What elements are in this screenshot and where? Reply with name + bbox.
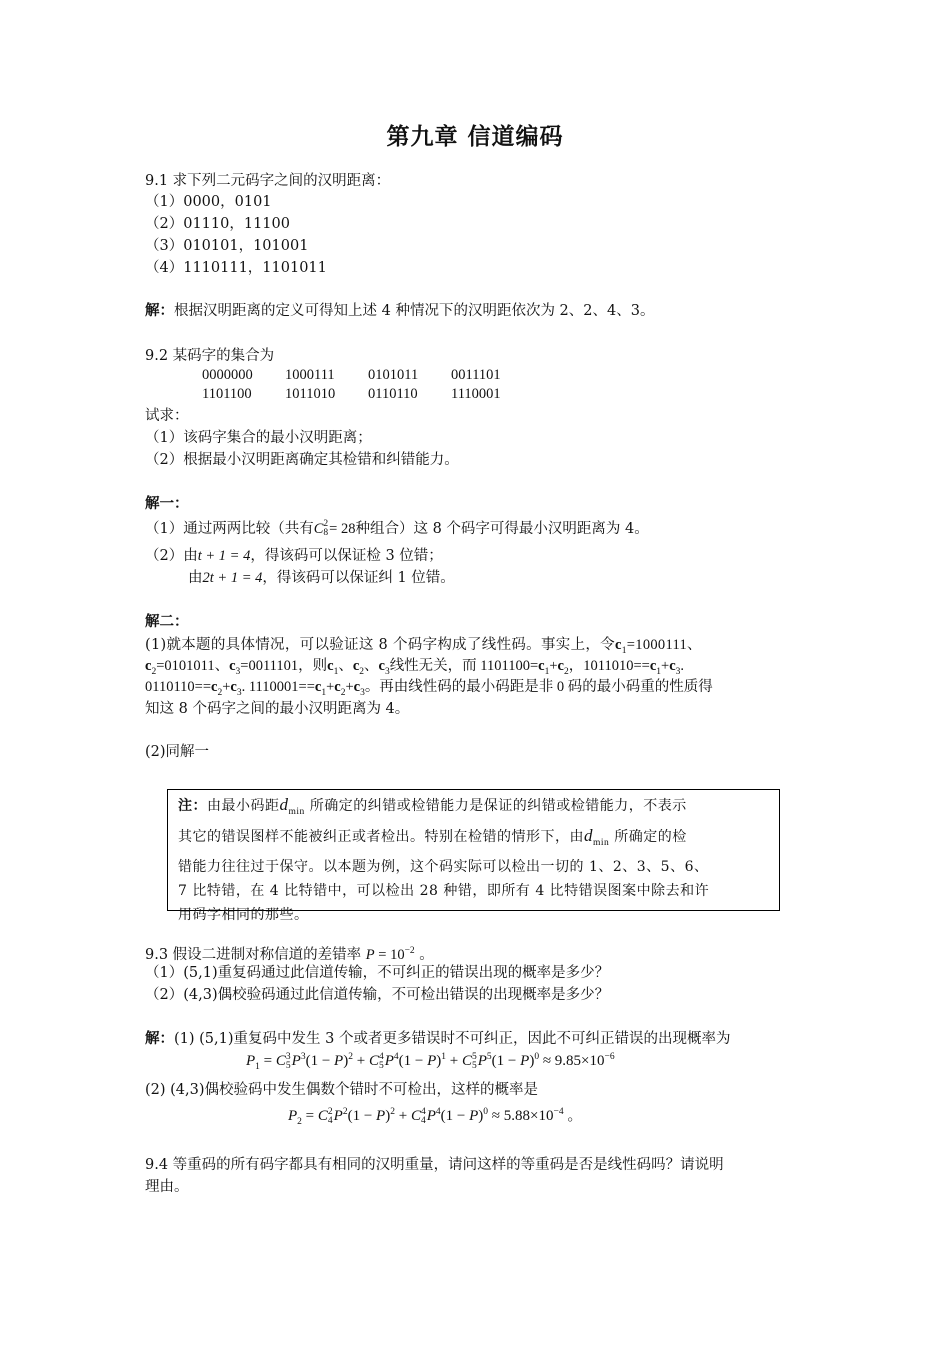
q92-ask: 试求： [145, 408, 189, 424]
solution2-line1: (1)就本题的具体情况，可以验证这 8 个码字构成了线性码。事实上，令$c_1=1000111$、 [145, 637, 702, 656]
codeword-row [202, 386, 534, 403]
solution2-label: 解二： [145, 613, 189, 630]
solution1-line2: （2）由t + 1 = 4，得该码可以保证检 3 位错； [145, 548, 443, 564]
answer-label: 解： [145, 1030, 174, 1047]
solution2-line3: $0110110==c_2+c_3$. $1110001==c_1+c_2+c_3$。再由线性码的最小码距是非 0 码的最小码重的性质得 [145, 679, 713, 698]
q93-answer-1: 解：(1) (5,1)重复码中发生 3 个或者更多错误时不可纠正，因此不可纠正错误的出现概率为 [145, 1030, 731, 1047]
q91-text: 9.1 求下列二元码字之间的汉明距离： [145, 173, 391, 189]
q92-text: 9.2 某码字的集合为 [145, 348, 275, 364]
note-line: 7 比特错，在 4 比特错中，可以检出 28 种错，即所有 4 比特错误图案中除去和许 [178, 882, 710, 899]
answer-text: 根据汉明距离的定义可得知上述 4 种情况下的汉明距依次为 2、2、4、3。 [174, 303, 655, 319]
q93-answer-2: (2) (4,3)偶校验码中发生偶数个错时不可检出，这样的概率是 [145, 1082, 539, 1098]
combination-symbol: C [313, 521, 324, 537]
dmin-symbol: d [279, 795, 289, 814]
note-box [167, 789, 780, 923]
q92-ask-item: （1）该码字集合的最小汉明距离； [145, 430, 372, 446]
solution1-line3: 由2t + 1 = 4，得该码可以保证纠 1 位错。 [188, 570, 455, 586]
note-line: 用码字相同的那些。 [178, 906, 309, 923]
q92-ask-item: （2）根据最小汉明距离确定其检错和纠错能力。 [145, 452, 459, 468]
note-label: 注： [178, 798, 207, 814]
q94-text: 理由。 [145, 1179, 189, 1195]
codeword: 0110110 [368, 386, 418, 402]
q91-item: （3）010101，101001 [145, 238, 309, 254]
note-line: 错能力往往过于保守。以本题为例，这个码实际可以检出一切的 1、2、3、5、6、 [178, 858, 709, 875]
note-line: 其它的错误图样不能被纠正或者检出。特别在检错的情形下，由$d_{min}$ 所确定的检 [178, 825, 687, 848]
solution2-line2: $c_2=0101011$、$c_3=0011101$，则$c_1$、$c_2$、$c_3$线性无关，而 $1101100=c_1+c_2$，$1011010==c_1+c_3$. [145, 658, 684, 677]
formula-p2: $P_2 = C$ 2 4 $P^2(1 - P)^2 + C$ 4 4 $P^4(1 - P)^0 \approx 5.88\times 10^{-4}$ 。 [288, 1106, 583, 1127]
codeword: 0101011 [368, 367, 419, 383]
q93-item: （1）(5,1)重复码通过此信道传输，不可纠正的错误出现的概率是多少？ [145, 965, 610, 981]
q91-item: （2）01110，11100 [145, 216, 290, 232]
q91-answer [145, 301, 654, 321]
codeword: 1110001 [451, 386, 501, 402]
dmin-symbol: d [584, 825, 593, 845]
solution2-part2: (2)同解一 [145, 744, 210, 760]
q94-text: 9.4 等重码的所有码字都具有相同的汉明重量，请问这样的等重码是否是线性码吗？请说明 [145, 1157, 724, 1173]
q91-item: （4）1110111，1101011 [145, 260, 327, 276]
codeword: 0000000 [202, 367, 253, 383]
solution1-line1: （1）通过两两比较（共有C 2 8 = 28种组合）这 8 个码字可得最小汉明距离为 4。 [145, 519, 649, 538]
q91-item: （1）0000，0101 [145, 194, 272, 210]
note-line: 注：由最小码距$d_{min}$ 所确定的纠错或检错能力是保证的纠错或检错能力，不表示 [178, 795, 687, 817]
codeword: 1101100 [202, 386, 252, 402]
solution1-label: 解一： [145, 495, 189, 512]
solution2-line4: 知这 8 个码字之间的最小汉明距离为 4。 [145, 701, 410, 717]
chapter-title: 第九章 信道编码 [386, 124, 564, 150]
codeword: 1011010 [285, 386, 336, 402]
codeword-row [202, 367, 534, 384]
codeword: 0011101 [451, 367, 501, 383]
q93-item: （2）(4,3)偶校验码通过此信道传输，不可检出错误的出现概率是多少？ [145, 987, 610, 1003]
formula-p1: $P_1 = C$ 3 5 $P^3(1 - P)^2 + C$ 4 5 $P^4(1 - P)^1 + C$ 5 5 $P^5(1 - P)^0 \approx 9.85\times 10^{-6}$ [246, 1051, 615, 1072]
answer-label: 解： [145, 302, 174, 319]
q93-text: 9.3 假设二进制对称信道的差错率 $P = 10^{-2}$ 。 [145, 946, 434, 963]
codeword: 1000111 [285, 367, 335, 383]
